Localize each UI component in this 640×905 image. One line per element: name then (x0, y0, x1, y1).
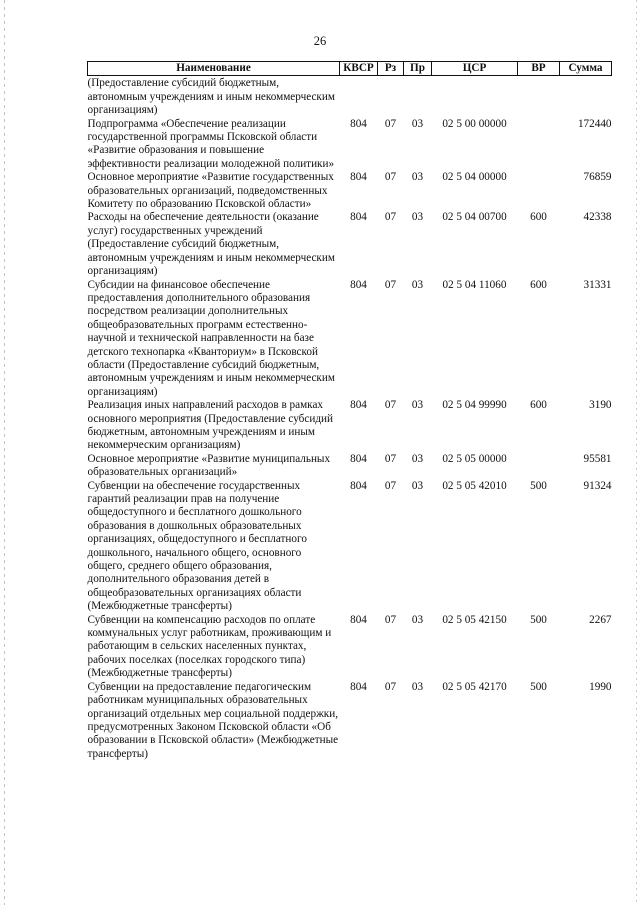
header-kvsr: КВСР (340, 62, 378, 76)
cell-vr (518, 171, 560, 211)
header-rz: Рз (378, 62, 404, 76)
cell-rz (378, 76, 404, 118)
cell-rz: 07 (384, 278, 397, 291)
cell-vr: 500 (530, 680, 547, 693)
table-row (88, 171, 612, 211)
table-body (88, 76, 612, 761)
cell-name: (Предоставление субсидий бюджетным, автономным учреждениям и иным некоммерческим организациям) (87, 77, 335, 117)
cell-rz: 07 (384, 680, 397, 693)
cell-kvsr: 804 (350, 399, 367, 412)
cell-csr: 02 5 05 42010 (442, 479, 507, 492)
cell-name: Расходы на обеспечение деятельности (оказание услуг) государственных учреждений (Предоставление субсидий бюджетным, автономным учреждениям и иным некоммерческим организациям) (87, 211, 335, 278)
cell-csr: 02 5 04 00000 (442, 171, 507, 184)
cell-vr: 600 (530, 399, 547, 412)
cell-kvsr: 804 (350, 278, 367, 291)
cell-sum: 95581 (583, 452, 612, 465)
cell-pr (404, 76, 432, 118)
cell-kvsr: 804 (350, 680, 367, 693)
table-row (88, 399, 612, 453)
cell-kvsr: 804 (350, 171, 367, 184)
cell-sum: 3190 (589, 399, 612, 412)
cell-vr (518, 76, 560, 118)
cell-sum: 31331 (583, 278, 612, 291)
cell-pr: 03 (411, 479, 424, 492)
cell-rz: 07 (384, 211, 397, 224)
cell-pr: 03 (411, 680, 424, 693)
cell-sum: 2267 (589, 613, 612, 626)
cell-pr: 03 (411, 452, 424, 465)
cell-pr: 03 (411, 117, 424, 130)
cell-csr: 02 5 00 00000 (442, 117, 507, 130)
cell-csr: 02 5 05 00000 (442, 452, 507, 465)
cell-kvsr: 804 (350, 613, 367, 626)
cell-pr: 03 (411, 278, 424, 291)
table-row (88, 211, 612, 278)
cell-rz: 07 (384, 171, 397, 184)
table-row (88, 279, 612, 400)
cell-name: Субвенции на компенсацию расходов по оплате коммунальных услуг работникам, проживающим и работающим в сельских населенных пунктах, рабочих поселках (поселках городского типа) (Межбюджетные трансферты) (87, 613, 332, 680)
cell-vr: 600 (530, 211, 547, 224)
header-sum: Сумма (560, 62, 612, 76)
cell-vr: 500 (530, 479, 547, 492)
table-row (88, 76, 612, 118)
table-row (88, 614, 612, 681)
cell-pr: 03 (411, 211, 424, 224)
cell-rz: 07 (384, 117, 397, 130)
cell-name: Субсидии на финансовое обеспечение предоставления дополнительного образования посредством реализации дополнительных общеобразовательных программ естественно-научной и технической направленности на базе детского технопарка «Кванториум» в Псковской области (Предоставление субсидий бюджетным, автономным учреждениям и иным некоммерческим организациям) (87, 278, 335, 398)
cell-sum: 76859 (583, 171, 612, 184)
cell-sum: 91324 (583, 479, 612, 492)
table-row (88, 453, 612, 480)
cell-pr: 03 (411, 399, 424, 412)
budget-table (87, 61, 612, 761)
cell-kvsr: 804 (350, 452, 367, 465)
table-row (88, 118, 612, 172)
cell-kvsr: 804 (350, 211, 367, 224)
header-name: Наименование (88, 62, 340, 76)
cell-sum: 42338 (583, 211, 612, 224)
cell-kvsr: 804 (350, 479, 367, 492)
cell-sum (560, 76, 612, 118)
cell-kvsr (340, 76, 378, 118)
table-header-row (88, 62, 612, 76)
cell-vr (518, 453, 560, 480)
cell-vr: 600 (530, 278, 547, 291)
cell-rz: 07 (384, 399, 397, 412)
cell-csr: 02 5 05 42150 (442, 613, 507, 626)
cell-csr: 02 5 05 42170 (442, 680, 507, 693)
table-row (88, 480, 612, 614)
cell-pr: 03 (411, 171, 424, 184)
scan-edge-left (4, 0, 5, 905)
cell-csr (432, 76, 518, 118)
cell-name: Реализация иных направлений расходов в рамках основного мероприятия (Предоставление субсидий бюджетным, автономным учреждениям и иным некоммерческим организациям) (87, 399, 333, 452)
cell-csr: 02 5 04 99990 (442, 399, 507, 412)
cell-pr: 03 (411, 613, 424, 626)
header-vr: ВР (518, 62, 560, 76)
cell-vr: 500 (530, 613, 547, 626)
cell-name: Основное мероприятие «Развитие муниципальных образовательных организаций» (87, 452, 331, 479)
cell-sum: 1990 (589, 680, 612, 693)
table-row (88, 681, 612, 761)
cell-sum: 172440 (577, 117, 612, 130)
scan-edge-right (636, 0, 637, 905)
cell-csr: 02 5 04 00700 (442, 211, 507, 224)
cell-name: Субвенции на предоставление педагогическим работникам муниципальных образовательных организаций отдельных мер социальной поддержки, предусмотренных Законом Псковской области «Об образовании в Псковской области» (Межбюджетные трансферты) (87, 680, 339, 760)
page-number: 26 (313, 34, 327, 48)
cell-rz: 07 (384, 452, 397, 465)
cell-name: Основное мероприятие «Развитие государственных образовательных организаций, подведомственных Комитету по образованию Псковской области» (87, 171, 334, 211)
header-pr: Пр (404, 62, 432, 76)
header-csr: ЦСР (432, 62, 518, 76)
cell-rz: 07 (384, 479, 397, 492)
cell-csr: 02 5 04 11060 (442, 278, 507, 291)
cell-rz: 07 (384, 613, 397, 626)
cell-name: Субвенции на обеспечение государственных гарантий реализации прав на получение общедоступного и бесплатного дошкольного образования в дошкольных образовательных организациях, общедоступного и бесплатного дошкольного, начального общего, основного общего, среднего общего образования, дополнительного образования детей в общеобразовательных организациях области (Межбюджетные трансферты) (87, 479, 307, 613)
cell-kvsr: 804 (350, 117, 367, 130)
cell-name: Подпрограмма «Обеспечение реализации государственной программы Псковской области «Развитие образования и повышение эффективности реализации молодежной политики» (87, 117, 335, 170)
cell-vr (518, 118, 560, 172)
